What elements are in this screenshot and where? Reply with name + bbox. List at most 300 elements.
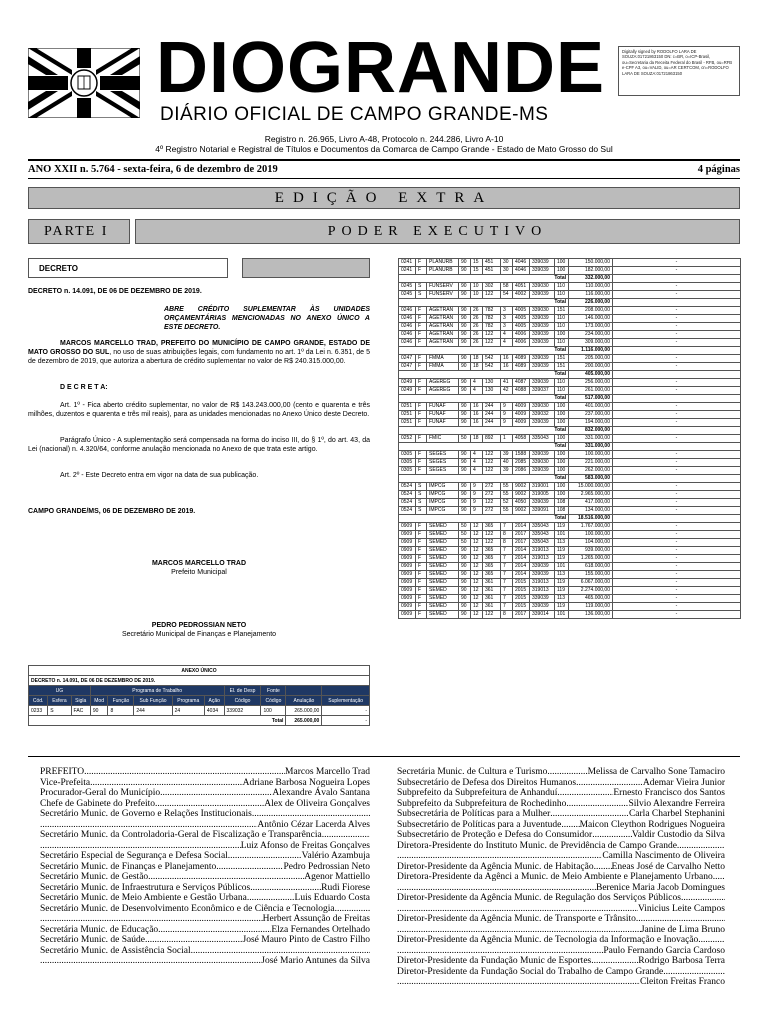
table-cell: F bbox=[416, 563, 427, 571]
table-cell: 90 bbox=[459, 595, 471, 603]
table-cell: - bbox=[613, 387, 741, 395]
table-cell: 16 bbox=[501, 363, 513, 371]
table-row bbox=[399, 587, 741, 595]
table-row bbox=[399, 579, 741, 587]
table-cell: 8 bbox=[501, 531, 513, 539]
table-row bbox=[399, 339, 741, 347]
table-cell: - bbox=[613, 355, 741, 363]
table-cell: 7 bbox=[501, 555, 513, 563]
table-cell: 90 bbox=[459, 323, 471, 331]
table-cell: 0909 bbox=[399, 563, 416, 571]
table-cell: 108 bbox=[555, 499, 569, 507]
table-cell: - bbox=[613, 435, 741, 443]
table-cell: 0909 bbox=[399, 579, 416, 587]
table-cell: 0909 bbox=[399, 595, 416, 603]
table-cell: F bbox=[416, 435, 427, 443]
roster-entry bbox=[40, 862, 370, 873]
table-cell: F bbox=[416, 403, 427, 411]
table-cell: 4087 bbox=[513, 379, 530, 387]
table-row bbox=[399, 507, 741, 515]
roster-entry bbox=[40, 851, 370, 862]
table-cell: 782 bbox=[483, 323, 501, 331]
table-total-row bbox=[399, 427, 741, 435]
cell: 90 bbox=[90, 706, 108, 716]
table-cell: 50 bbox=[459, 435, 471, 443]
table-cell: 361 bbox=[483, 579, 501, 587]
table-cell: 2015 bbox=[513, 587, 530, 595]
table-cell: 90 bbox=[459, 283, 471, 291]
table-cell: 9 bbox=[471, 491, 483, 499]
table-cell: F bbox=[416, 323, 427, 331]
table-cell: 451 bbox=[483, 267, 501, 275]
table-cell: 90 bbox=[459, 587, 471, 595]
roster-dots bbox=[677, 841, 725, 852]
annex-column-header bbox=[29, 696, 370, 706]
roster-dots bbox=[591, 956, 638, 967]
col-sigla: Sigla bbox=[71, 696, 90, 706]
total-label: Total bbox=[399, 515, 569, 523]
table-cell: 4005 bbox=[513, 307, 530, 315]
roster-dots bbox=[397, 883, 596, 894]
roster-entry bbox=[40, 830, 370, 841]
table-cell: F bbox=[416, 467, 427, 475]
table-cell: 339039 bbox=[530, 323, 555, 331]
roster-name: Cleiton Freitas Franco bbox=[640, 977, 725, 987]
table-cell: SEMED bbox=[427, 587, 459, 595]
table-cell: 113 bbox=[555, 539, 569, 547]
table-row bbox=[399, 483, 741, 491]
table-cell: 90 bbox=[459, 291, 471, 299]
article-2: Art. 2º - Este Decreto entra em vigor na data de sua publicação. bbox=[60, 472, 259, 479]
table-cell: 110 bbox=[555, 315, 569, 323]
table-cell: 2015 bbox=[513, 595, 530, 603]
total-empty bbox=[613, 427, 741, 435]
table-cell: 2.274.000,00 bbox=[569, 587, 613, 595]
table-cell: 365 bbox=[483, 563, 501, 571]
table-cell: 54 bbox=[501, 291, 513, 299]
col-suplementacao: Suplementação bbox=[322, 696, 370, 706]
roster-dots bbox=[191, 946, 370, 957]
table-cell: 90 bbox=[459, 379, 471, 387]
table-cell: 205.000,00 bbox=[569, 355, 613, 363]
total-label: Total bbox=[399, 475, 569, 483]
table-cell: 0909 bbox=[399, 571, 416, 579]
table-cell: 122 bbox=[483, 451, 501, 459]
table-row bbox=[399, 315, 741, 323]
roster-entry bbox=[40, 872, 370, 883]
table-cell: F bbox=[416, 315, 427, 323]
table-cell: 3 bbox=[501, 323, 513, 331]
table-cell: 7 bbox=[501, 579, 513, 587]
roster-role: Vice-Prefeita bbox=[40, 777, 91, 788]
roster-dots bbox=[397, 977, 640, 988]
table-cell: 119 bbox=[555, 523, 569, 531]
table-cell: SEMED bbox=[427, 539, 459, 547]
table-cell: 100 bbox=[555, 435, 569, 443]
roster-name: José Mauro Pinto de Castro Filho bbox=[242, 935, 370, 945]
table-cell: 1588 bbox=[513, 451, 530, 459]
roster-dots bbox=[90, 778, 243, 789]
publication-title: DIOGRANDE bbox=[156, 28, 606, 108]
cell: 0233 bbox=[29, 706, 48, 716]
col-anulacao: Anulação bbox=[286, 696, 322, 706]
table-cell: F bbox=[416, 571, 427, 579]
table-cell: 9 bbox=[501, 419, 513, 427]
table-cell: - bbox=[613, 563, 741, 571]
table-cell: 4002 bbox=[513, 291, 530, 299]
table-cell: - bbox=[613, 459, 741, 467]
table-cell: 16 bbox=[471, 419, 483, 427]
table-cell: 122 bbox=[483, 499, 501, 507]
table-cell: 12 bbox=[471, 603, 483, 611]
roster-dots bbox=[160, 788, 272, 799]
table-row bbox=[399, 267, 741, 275]
table-cell: 272 bbox=[483, 483, 501, 491]
table-cell: 339037 bbox=[530, 387, 555, 395]
cell: 244 bbox=[134, 706, 172, 716]
table-total-row bbox=[399, 347, 741, 355]
table-cell: 8 bbox=[501, 539, 513, 547]
table-cell: 339014 bbox=[530, 611, 555, 619]
table-cell: SEMED bbox=[427, 595, 459, 603]
table-cell: 4089 bbox=[513, 363, 530, 371]
total-value: 583.000,00 bbox=[569, 475, 613, 483]
table-cell: 119 bbox=[555, 587, 569, 595]
table-cell: SEMED bbox=[427, 531, 459, 539]
roster-dots bbox=[335, 904, 370, 915]
table-cell: 4089 bbox=[513, 355, 530, 363]
roster-role: Subprefeito da Subprefeitura de Rochedinho bbox=[397, 798, 567, 809]
table-cell: 339039 bbox=[530, 499, 555, 507]
roster-entry bbox=[40, 935, 370, 946]
roster-entry bbox=[397, 820, 725, 831]
table-cell: 4051 bbox=[513, 283, 530, 291]
roster-entry bbox=[40, 788, 370, 799]
table-cell: 365 bbox=[483, 555, 501, 563]
table-cell: 782 bbox=[483, 307, 501, 315]
table-cell: 339039 bbox=[530, 331, 555, 339]
table-cell: 122 bbox=[483, 291, 501, 299]
table-cell: - bbox=[613, 611, 741, 619]
table-cell: 2017 bbox=[513, 611, 530, 619]
table-total-row bbox=[399, 395, 741, 403]
roster-name: Valdir Custodio da Silva bbox=[631, 830, 725, 840]
roster-dots bbox=[252, 809, 370, 820]
table-cell: FUNAF bbox=[427, 411, 459, 419]
table-cell: SEGES bbox=[427, 467, 459, 475]
table-cell: 0909 bbox=[399, 603, 416, 611]
table-cell: 339039 bbox=[530, 379, 555, 387]
table-row bbox=[399, 323, 741, 331]
table-cell: F bbox=[416, 523, 427, 531]
table-cell: F bbox=[416, 531, 427, 539]
page-count: 4 páginas bbox=[697, 164, 740, 175]
table-cell: 9002 bbox=[513, 507, 530, 515]
table-cell: 12 bbox=[471, 539, 483, 547]
table-cell: 2015 bbox=[513, 579, 530, 587]
table-cell: 122 bbox=[483, 467, 501, 475]
table-row bbox=[399, 307, 741, 315]
roster-entry-cont bbox=[40, 820, 370, 831]
digital-signature-box: Digitally signed by RODOLFO LARA DE SOUZA:01721863150 DN: c=BR, o=ICP-Brasil, ou=Secretaria da Receita Federal do Brasil - RFB, ou=RFB e-CPF A3, ou=VALID, ou=AR CERTCOM, cn=RODOLFO LARA DE SOUZA:01721863150 bbox=[618, 46, 740, 96]
table-cell: 234.000,00 bbox=[569, 331, 613, 339]
table-cell: 339039 bbox=[530, 355, 555, 363]
table-cell: 18 bbox=[471, 355, 483, 363]
total-empty bbox=[613, 299, 741, 307]
roster-dots bbox=[148, 872, 304, 883]
table-cell: 335043 bbox=[530, 435, 555, 443]
table-cell: 4058 bbox=[513, 435, 530, 443]
table-cell: 4 bbox=[471, 459, 483, 467]
group-ug: UG bbox=[29, 686, 91, 696]
table-cell: 319005 bbox=[530, 491, 555, 499]
table-cell: 50 bbox=[459, 531, 471, 539]
roster-role: Diretor-Presidente da Fundação Social do Trabalho de Campo Grande bbox=[397, 966, 664, 977]
table-cell: F bbox=[416, 363, 427, 371]
table-cell: S bbox=[416, 507, 427, 515]
table-cell: - bbox=[613, 419, 741, 427]
table-cell: 90 bbox=[459, 363, 471, 371]
col-codigo-fonte: Código bbox=[261, 696, 286, 706]
table-cell: 100 bbox=[555, 403, 569, 411]
roster-entry bbox=[397, 967, 725, 978]
city-flag-icon bbox=[28, 48, 140, 118]
table-cell: 122 bbox=[483, 531, 501, 539]
table-total-row bbox=[399, 275, 741, 283]
table-cell: 40 bbox=[501, 459, 513, 467]
sole-paragraph: Parágrafo Único - A suplementação será compensada na forma do inciso III, do § 1º, do art. 43, da Lei (nacional) n. 4.320/64, conforme anulação mencionada no Anexo de que trata este artigo. bbox=[28, 437, 370, 453]
col-esfera: Esfera bbox=[48, 696, 71, 706]
annex-data-row bbox=[29, 706, 370, 716]
table-row bbox=[399, 411, 741, 419]
table-cell: S bbox=[416, 283, 427, 291]
signer-2-name: PEDRO PEDROSSIAN NETO bbox=[151, 622, 247, 629]
roster-entry bbox=[397, 841, 725, 852]
table-cell: AGETRAN bbox=[427, 315, 459, 323]
table-cell: - bbox=[613, 283, 741, 291]
table-cell: 90 bbox=[459, 467, 471, 475]
total-label: Total bbox=[399, 427, 569, 435]
table-row bbox=[399, 419, 741, 427]
table-cell: FMMA bbox=[427, 355, 459, 363]
table-cell: 339030 bbox=[530, 283, 555, 291]
roster-role: Diretor-Presidente da Fundação Munic de Esportes bbox=[397, 956, 592, 966]
table-cell: 4050 bbox=[513, 499, 530, 507]
roster-name: Rodrigo Barbosa Terra bbox=[638, 956, 725, 966]
total-empty bbox=[613, 371, 741, 379]
roster-name: Silvio Alexandre Ferreira bbox=[628, 798, 725, 809]
total-value: 517.000,00 bbox=[569, 395, 613, 403]
roster-dots bbox=[397, 925, 641, 936]
total-label: Total bbox=[399, 299, 569, 307]
table-cell: 319013 bbox=[530, 547, 555, 555]
table-cell: 194.000,00 bbox=[569, 419, 613, 427]
roster-name: Rudi Fiorese bbox=[321, 882, 370, 893]
roster-entry-cont bbox=[397, 904, 725, 915]
col-programa: Programa bbox=[172, 696, 204, 706]
table-cell: 0524 bbox=[399, 491, 416, 499]
table-cell: 361 bbox=[483, 587, 501, 595]
table-cell: 6.067.000,00 bbox=[569, 579, 613, 587]
roster-name: Carla Charbel Stephanini bbox=[628, 809, 725, 819]
table-cell: - bbox=[613, 467, 741, 475]
roster-entry-cont bbox=[397, 946, 725, 957]
total-label: Total bbox=[399, 395, 569, 403]
roster-name: Alexandre Ávalo Santana bbox=[272, 788, 370, 798]
roster-role: Secretário Munic. de Gestão bbox=[40, 872, 149, 882]
col-codigo-desp: Código bbox=[224, 696, 261, 706]
table-cell: 4 bbox=[501, 331, 513, 339]
table-cell: 110 bbox=[555, 323, 569, 331]
table-cell: 9 bbox=[471, 499, 483, 507]
roster-dots bbox=[397, 946, 603, 957]
table-cell: 365 bbox=[483, 571, 501, 579]
table-row bbox=[399, 363, 741, 371]
roster-entry bbox=[40, 904, 370, 915]
table-cell: AGETRAN bbox=[427, 331, 459, 339]
table-cell: 90 bbox=[459, 507, 471, 515]
roster-name: Agenor Mattiello bbox=[304, 872, 370, 882]
table-cell: 100.000,00 bbox=[569, 531, 613, 539]
roster-name: Valério Azambuja bbox=[301, 851, 370, 861]
table-cell: 12 bbox=[471, 563, 483, 571]
table-cell: 10 bbox=[471, 283, 483, 291]
table-cell: S bbox=[416, 499, 427, 507]
table-total-row bbox=[399, 299, 741, 307]
table-cell: S bbox=[416, 483, 427, 491]
table-cell: - bbox=[613, 491, 741, 499]
table-cell: 90 bbox=[459, 499, 471, 507]
table-cell: 542 bbox=[483, 355, 501, 363]
roster-role: Secretário Munic. de Infraestrutura e Serviços Públicos bbox=[40, 882, 251, 893]
table-cell: 361 bbox=[483, 603, 501, 611]
table-cell: 319013 bbox=[530, 587, 555, 595]
col-subfuncao: Sub Função bbox=[134, 696, 172, 706]
total-empty bbox=[613, 395, 741, 403]
table-cell: 119 bbox=[555, 579, 569, 587]
table-row bbox=[399, 259, 741, 267]
table-cell: 90 bbox=[459, 571, 471, 579]
table-cell: 30 bbox=[501, 267, 513, 275]
roster-entry bbox=[397, 830, 725, 841]
table-cell: 0909 bbox=[399, 531, 416, 539]
table-row bbox=[399, 571, 741, 579]
total-label: Total bbox=[399, 275, 569, 283]
table-cell: 100 bbox=[555, 459, 569, 467]
table-cell: 335043 bbox=[530, 523, 555, 531]
table-cell: 618.000,00 bbox=[569, 563, 613, 571]
table-cell: - bbox=[613, 291, 741, 299]
annex-title: ANEXO ÚNICO bbox=[29, 666, 370, 676]
table-cell: 0305 bbox=[399, 451, 416, 459]
header-rule-top bbox=[28, 159, 740, 161]
table-cell: F bbox=[416, 419, 427, 427]
roster-dots bbox=[713, 872, 725, 883]
table-cell: 110 bbox=[555, 339, 569, 347]
table-cell: 12 bbox=[471, 523, 483, 531]
table-cell: 26 bbox=[471, 307, 483, 315]
table-cell: 26 bbox=[471, 323, 483, 331]
table-cell: 182.000,00 bbox=[569, 267, 613, 275]
table-row bbox=[399, 539, 741, 547]
table-cell: F bbox=[416, 547, 427, 555]
table-row bbox=[399, 283, 741, 291]
table-cell: 401.000,00 bbox=[569, 403, 613, 411]
table-cell: 151 bbox=[555, 307, 569, 315]
table-cell: 309.000,00 bbox=[569, 339, 613, 347]
table-cell: PLANURB bbox=[427, 259, 459, 267]
group-empty-2 bbox=[322, 686, 370, 696]
annex-decree-ref: DECRETO n. 14.091, DE 06 DE DEZEMBRO DE 2019. bbox=[29, 676, 370, 686]
table-cell: 2.965.000,00 bbox=[569, 491, 613, 499]
table-cell: 244 bbox=[483, 419, 501, 427]
roster-entry bbox=[397, 893, 725, 904]
roster-entry bbox=[397, 767, 725, 778]
total-empty bbox=[613, 275, 741, 283]
table-cell: 302 bbox=[483, 283, 501, 291]
table-cell: F bbox=[416, 331, 427, 339]
roster-name: Ernesto Francisco dos Santos bbox=[613, 788, 725, 798]
table-cell: 0251 bbox=[399, 411, 416, 419]
group-programa: Programa de Trabalho bbox=[90, 686, 224, 696]
table-total-row bbox=[399, 443, 741, 451]
total-value: 1.116.000,00 bbox=[569, 347, 613, 355]
table-cell: 2014 bbox=[513, 523, 530, 531]
table-cell: 146.000,00 bbox=[569, 315, 613, 323]
table-cell: 208.000,00 bbox=[569, 307, 613, 315]
table-cell: 90 bbox=[459, 491, 471, 499]
table-cell: 4 bbox=[471, 379, 483, 387]
table-cell: 339039 bbox=[530, 563, 555, 571]
table-cell: 2015 bbox=[513, 603, 530, 611]
total-empty bbox=[613, 515, 741, 523]
roster-name: Melissa de Carvalho Sone Tamaciro bbox=[587, 767, 725, 777]
header-rule-bottom bbox=[28, 178, 740, 179]
table-cell: 9002 bbox=[513, 491, 530, 499]
table-cell: - bbox=[613, 539, 741, 547]
total-value: 832.000,00 bbox=[569, 427, 613, 435]
table-cell: 122 bbox=[483, 539, 501, 547]
table-row bbox=[399, 331, 741, 339]
roster-role: Subsecretário de Políticas para a Juventude bbox=[397, 819, 562, 830]
roster-dots bbox=[155, 799, 264, 810]
table-cell: 7 bbox=[501, 587, 513, 595]
table-cell: 12 bbox=[471, 587, 483, 595]
table-cell: S bbox=[416, 291, 427, 299]
table-cell: 1.767.000,00 bbox=[569, 523, 613, 531]
registry-line-2: 4º Registro Notarial e Registral de Títulos e Documentos da Comarca de Campo Grande - Estado de Mato Grosso do Sul bbox=[155, 144, 613, 154]
table-cell: 90 bbox=[459, 307, 471, 315]
table-cell: 110 bbox=[555, 291, 569, 299]
roster-dots bbox=[566, 799, 628, 810]
table-cell: - bbox=[613, 483, 741, 491]
roster-role: Subsecretário de Proteção e Defesa do Consumidor bbox=[397, 830, 593, 840]
table-cell: 339039 bbox=[530, 315, 555, 323]
table-cell: 12 bbox=[471, 571, 483, 579]
table-cell: - bbox=[613, 339, 741, 347]
cell: FAC bbox=[71, 706, 90, 716]
table-cell: - bbox=[613, 411, 741, 419]
table-cell: 335043 bbox=[530, 539, 555, 547]
roster-name: Elza Fernandes Ortelhado bbox=[271, 924, 370, 935]
table-cell: SEMED bbox=[427, 611, 459, 619]
roster-dots bbox=[397, 904, 638, 915]
table-cell: 3 bbox=[501, 315, 513, 323]
table-cell: SEMED bbox=[427, 603, 459, 611]
table-row bbox=[399, 491, 741, 499]
roster-dots bbox=[247, 893, 295, 904]
table-cell: 26 bbox=[471, 339, 483, 347]
